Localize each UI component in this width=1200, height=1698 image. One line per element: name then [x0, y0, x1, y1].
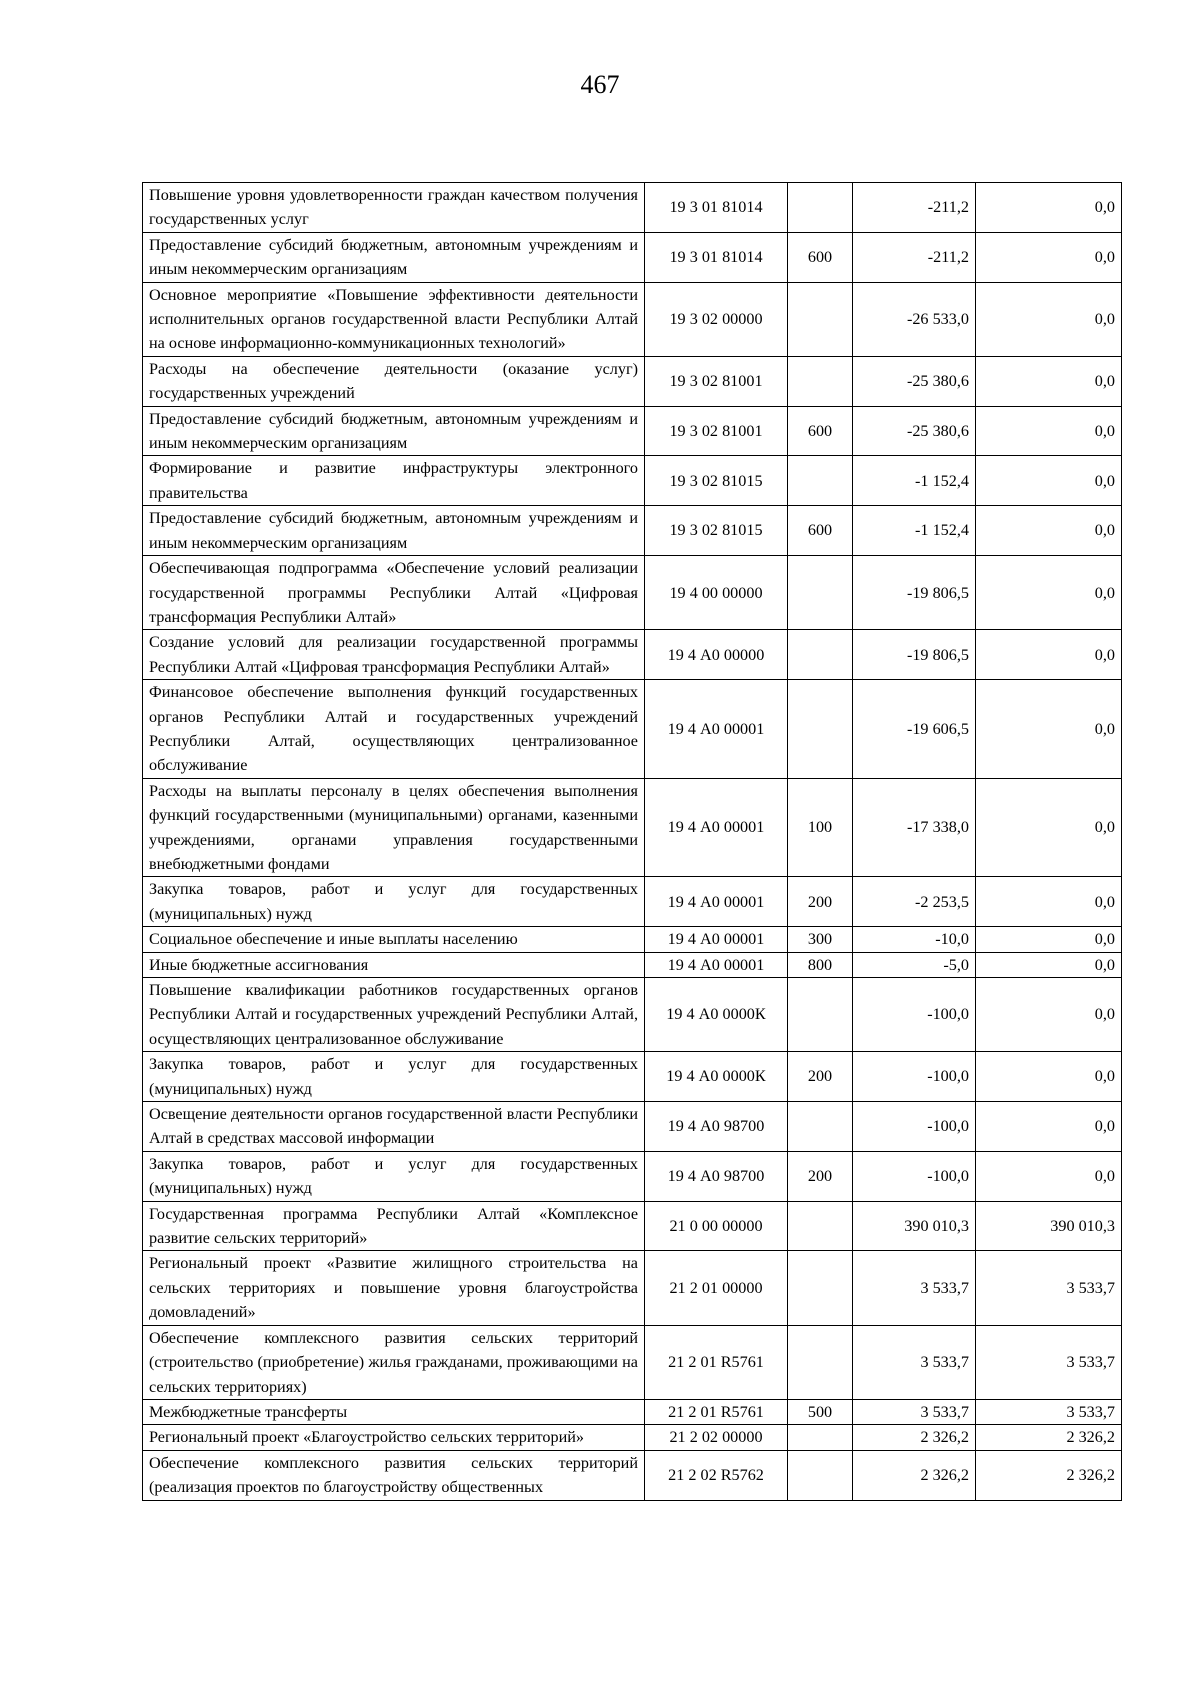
- row-expense-type-cell: [788, 1201, 853, 1251]
- table-row: [143, 282, 1122, 356]
- table-row: [143, 877, 1122, 927]
- row-amount-1-cell: -5,0: [853, 952, 976, 977]
- row-amount-1-cell: -25 380,6: [853, 356, 976, 406]
- row-code-cell: 19 4 00 00000: [645, 556, 788, 630]
- row-amount-1-cell: -100,0: [853, 1102, 976, 1152]
- row-expense-type-cell: 200: [788, 1052, 853, 1102]
- row-expense-type-cell: [788, 1425, 853, 1450]
- row-code-cell: 19 4 А0 00001: [645, 927, 788, 952]
- row-code-cell: 21 2 01 00000: [645, 1251, 788, 1325]
- row-name-cell: Закупка товаров, работ и услуг для государственных (муниципальных) нужд: [143, 1151, 645, 1201]
- row-amount-2-cell: 0,0: [976, 282, 1122, 356]
- row-name-cell: Предоставление субсидий бюджетным, автономным учреждениям и иным некоммерческим организациям: [143, 232, 645, 282]
- row-code-cell: 19 4 А0 00001: [645, 778, 788, 877]
- table-row: [143, 1052, 1122, 1102]
- row-name-cell: Обеспечение комплексного развития сельских территорий (реализация проектов по благоустройству общественных: [143, 1450, 645, 1500]
- row-name-cell: Закупка товаров, работ и услуг для государственных (муниципальных) нужд: [143, 1052, 645, 1102]
- row-amount-1-cell: -100,0: [853, 978, 976, 1052]
- row-name-cell: Формирование и развитие инфраструктуры электронного правительства: [143, 456, 645, 506]
- row-name-cell: Предоставление субсидий бюджетным, автономным учреждениям и иным некоммерческим организациям: [143, 506, 645, 556]
- row-expense-type-cell: 600: [788, 406, 853, 456]
- row-expense-type-cell: 800: [788, 952, 853, 977]
- row-name-cell: Финансовое обеспечение выполнения функций государственных органов Республики Алтай и государственных учреждений Республики Алтай, осуществляющих централизованное обслуживание: [143, 680, 645, 779]
- table-row: [143, 978, 1122, 1052]
- row-code-cell: 19 4 А0 00001: [645, 877, 788, 927]
- row-code-cell: 19 3 01 81014: [645, 232, 788, 282]
- table-row: [143, 1425, 1122, 1450]
- table-row: [143, 456, 1122, 506]
- row-code-cell: 19 3 01 81014: [645, 183, 788, 233]
- row-amount-2-cell: 2 326,2: [976, 1425, 1122, 1450]
- row-code-cell: 19 4 А0 98700: [645, 1151, 788, 1201]
- row-name-cell: Освещение деятельности органов государственной власти Республики Алтай в средствах массовой информации: [143, 1102, 645, 1152]
- row-amount-2-cell: 390 010,3: [976, 1201, 1122, 1251]
- page-number: 467: [580, 70, 620, 99]
- row-amount-2-cell: 0,0: [976, 1151, 1122, 1201]
- row-code-cell: 19 4 А0 00001: [645, 952, 788, 977]
- table-row: [143, 406, 1122, 456]
- row-amount-1-cell: 3 533,7: [853, 1251, 976, 1325]
- table-row: [143, 1201, 1122, 1251]
- table-row: [143, 630, 1122, 680]
- row-amount-2-cell: 0,0: [976, 978, 1122, 1052]
- row-name-cell: Повышение квалификации работников государственных органов Республики Алтай и государственных учреждений Республики Алтай, осуществляющих централизованное обслуживание: [143, 978, 645, 1052]
- row-code-cell: 19 4 А0 98700: [645, 1102, 788, 1152]
- row-name-cell: Межбюджетные трансферты: [143, 1399, 645, 1424]
- row-amount-1-cell: -1 152,4: [853, 506, 976, 556]
- row-code-cell: 21 0 00 00000: [645, 1201, 788, 1251]
- row-name-cell: Государственная программа Республики Алтай «Комплексное развитие сельских территорий»: [143, 1201, 645, 1251]
- budget-table: [142, 182, 1122, 1501]
- table-row: [143, 1251, 1122, 1325]
- row-amount-1-cell: -2 253,5: [853, 877, 976, 927]
- row-expense-type-cell: 200: [788, 1151, 853, 1201]
- row-amount-2-cell: 0,0: [976, 356, 1122, 406]
- row-amount-1-cell: 3 533,7: [853, 1399, 976, 1424]
- row-expense-type-cell: [788, 556, 853, 630]
- row-code-cell: 21 2 01 R5761: [645, 1325, 788, 1399]
- row-amount-2-cell: 0,0: [976, 1052, 1122, 1102]
- table-row: [143, 356, 1122, 406]
- row-amount-1-cell: -100,0: [853, 1151, 976, 1201]
- row-amount-1-cell: -17 338,0: [853, 778, 976, 877]
- table-row: [143, 680, 1122, 779]
- row-amount-2-cell: 0,0: [976, 630, 1122, 680]
- row-amount-2-cell: 0,0: [976, 506, 1122, 556]
- row-name-cell: Создание условий для реализации государственной программы Республики Алтай «Цифровая трансформация Республики Алтай»: [143, 630, 645, 680]
- row-amount-1-cell: -211,2: [853, 232, 976, 282]
- row-code-cell: 19 3 02 81001: [645, 406, 788, 456]
- row-amount-2-cell: 3 533,7: [976, 1399, 1122, 1424]
- row-amount-1-cell: -1 152,4: [853, 456, 976, 506]
- row-amount-2-cell: 0,0: [976, 456, 1122, 506]
- row-name-cell: Основное мероприятие «Повышение эффективности деятельности исполнительных органов государственной власти Республики Алтай на основе информационно-коммуникационных технологий»: [143, 282, 645, 356]
- row-code-cell: 21 2 02 R5762: [645, 1450, 788, 1500]
- table-row: [143, 952, 1122, 977]
- table-row: [143, 1325, 1122, 1399]
- row-expense-type-cell: 600: [788, 506, 853, 556]
- row-code-cell: 19 3 02 81001: [645, 356, 788, 406]
- row-amount-2-cell: 2 326,2: [976, 1450, 1122, 1500]
- row-expense-type-cell: [788, 282, 853, 356]
- row-code-cell: 19 4 А0 0000К: [645, 978, 788, 1052]
- row-name-cell: Социальное обеспечение и иные выплаты населению: [143, 927, 645, 952]
- row-amount-2-cell: 0,0: [976, 877, 1122, 927]
- row-expense-type-cell: [788, 456, 853, 506]
- row-amount-2-cell: 0,0: [976, 232, 1122, 282]
- row-code-cell: 21 2 02 00000: [645, 1425, 788, 1450]
- table-row: [143, 183, 1122, 233]
- row-amount-2-cell: 0,0: [976, 952, 1122, 977]
- row-code-cell: 19 3 02 81015: [645, 506, 788, 556]
- row-expense-type-cell: [788, 1325, 853, 1399]
- row-amount-1-cell: 3 533,7: [853, 1325, 976, 1399]
- row-expense-type-cell: [788, 1450, 853, 1500]
- row-name-cell: Иные бюджетные ассигнования: [143, 952, 645, 977]
- row-amount-1-cell: -26 533,0: [853, 282, 976, 356]
- row-name-cell: Региональный проект «Развитие жилищного строительства на сельских территориях и повышение уровня благоустройства домовладений»: [143, 1251, 645, 1325]
- table-row: [143, 232, 1122, 282]
- row-code-cell: 19 4 А0 00000: [645, 630, 788, 680]
- row-amount-1-cell: -19 606,5: [853, 680, 976, 779]
- row-code-cell: 19 3 02 81015: [645, 456, 788, 506]
- row-amount-1-cell: -10,0: [853, 927, 976, 952]
- row-amount-1-cell: -19 806,5: [853, 630, 976, 680]
- row-expense-type-cell: 200: [788, 877, 853, 927]
- row-name-cell: Предоставление субсидий бюджетным, автономным учреждениям и иным некоммерческим организациям: [143, 406, 645, 456]
- row-code-cell: 19 4 А0 00001: [645, 680, 788, 779]
- row-amount-1-cell: 2 326,2: [853, 1450, 976, 1500]
- table-row: [143, 1102, 1122, 1152]
- row-code-cell: 21 2 01 R5761: [645, 1399, 788, 1424]
- row-amount-2-cell: 3 533,7: [976, 1325, 1122, 1399]
- row-code-cell: 19 4 А0 0000К: [645, 1052, 788, 1102]
- row-amount-1-cell: -211,2: [853, 183, 976, 233]
- row-name-cell: Обеспечивающая подпрограмма «Обеспечение условий реализации государственной программы Республики Алтай «Цифровая трансформация Республики Алтай»: [143, 556, 645, 630]
- row-expense-type-cell: 300: [788, 927, 853, 952]
- row-amount-2-cell: 0,0: [976, 778, 1122, 877]
- row-name-cell: Региональный проект «Благоустройство сельских территорий»: [143, 1425, 645, 1450]
- row-name-cell: Закупка товаров, работ и услуг для государственных (муниципальных) нужд: [143, 877, 645, 927]
- row-expense-type-cell: [788, 183, 853, 233]
- row-name-cell: Повышение уровня удовлетворенности граждан качеством получения государственных услуг: [143, 183, 645, 233]
- row-expense-type-cell: [788, 680, 853, 779]
- row-amount-2-cell: 0,0: [976, 927, 1122, 952]
- table-row: [143, 1450, 1122, 1500]
- table-row: [143, 556, 1122, 630]
- table-row: [143, 506, 1122, 556]
- row-amount-2-cell: 0,0: [976, 183, 1122, 233]
- row-expense-type-cell: [788, 1251, 853, 1325]
- table-row: [143, 927, 1122, 952]
- row-amount-2-cell: 0,0: [976, 556, 1122, 630]
- row-expense-type-cell: [788, 630, 853, 680]
- row-expense-type-cell: 600: [788, 232, 853, 282]
- row-expense-type-cell: [788, 356, 853, 406]
- table-row: [143, 778, 1122, 877]
- row-amount-2-cell: 0,0: [976, 680, 1122, 779]
- row-amount-2-cell: 3 533,7: [976, 1251, 1122, 1325]
- row-expense-type-cell: 500: [788, 1399, 853, 1424]
- row-amount-1-cell: -25 380,6: [853, 406, 976, 456]
- row-name-cell: Расходы на обеспечение деятельности (оказание услуг) государственных учреждений: [143, 356, 645, 406]
- row-amount-1-cell: -100,0: [853, 1052, 976, 1102]
- row-expense-type-cell: 100: [788, 778, 853, 877]
- row-expense-type-cell: [788, 1102, 853, 1152]
- row-name-cell: Обеспечение комплексного развития сельских территорий (строительство (приобретение) жилья гражданами, проживающими на сельских территориях): [143, 1325, 645, 1399]
- row-name-cell: Расходы на выплаты персоналу в целях обеспечения выполнения функций государственными (муниципальными) органами, казенными учреждениями, органами управления государственными внебюджетными фондами: [143, 778, 645, 877]
- row-expense-type-cell: [788, 978, 853, 1052]
- row-amount-2-cell: 0,0: [976, 406, 1122, 456]
- row-amount-2-cell: 0,0: [976, 1102, 1122, 1152]
- row-amount-1-cell: 2 326,2: [853, 1425, 976, 1450]
- table-row: [143, 1399, 1122, 1424]
- row-amount-1-cell: 390 010,3: [853, 1201, 976, 1251]
- row-amount-1-cell: -19 806,5: [853, 556, 976, 630]
- table-row: [143, 1151, 1122, 1201]
- row-code-cell: 19 3 02 00000: [645, 282, 788, 356]
